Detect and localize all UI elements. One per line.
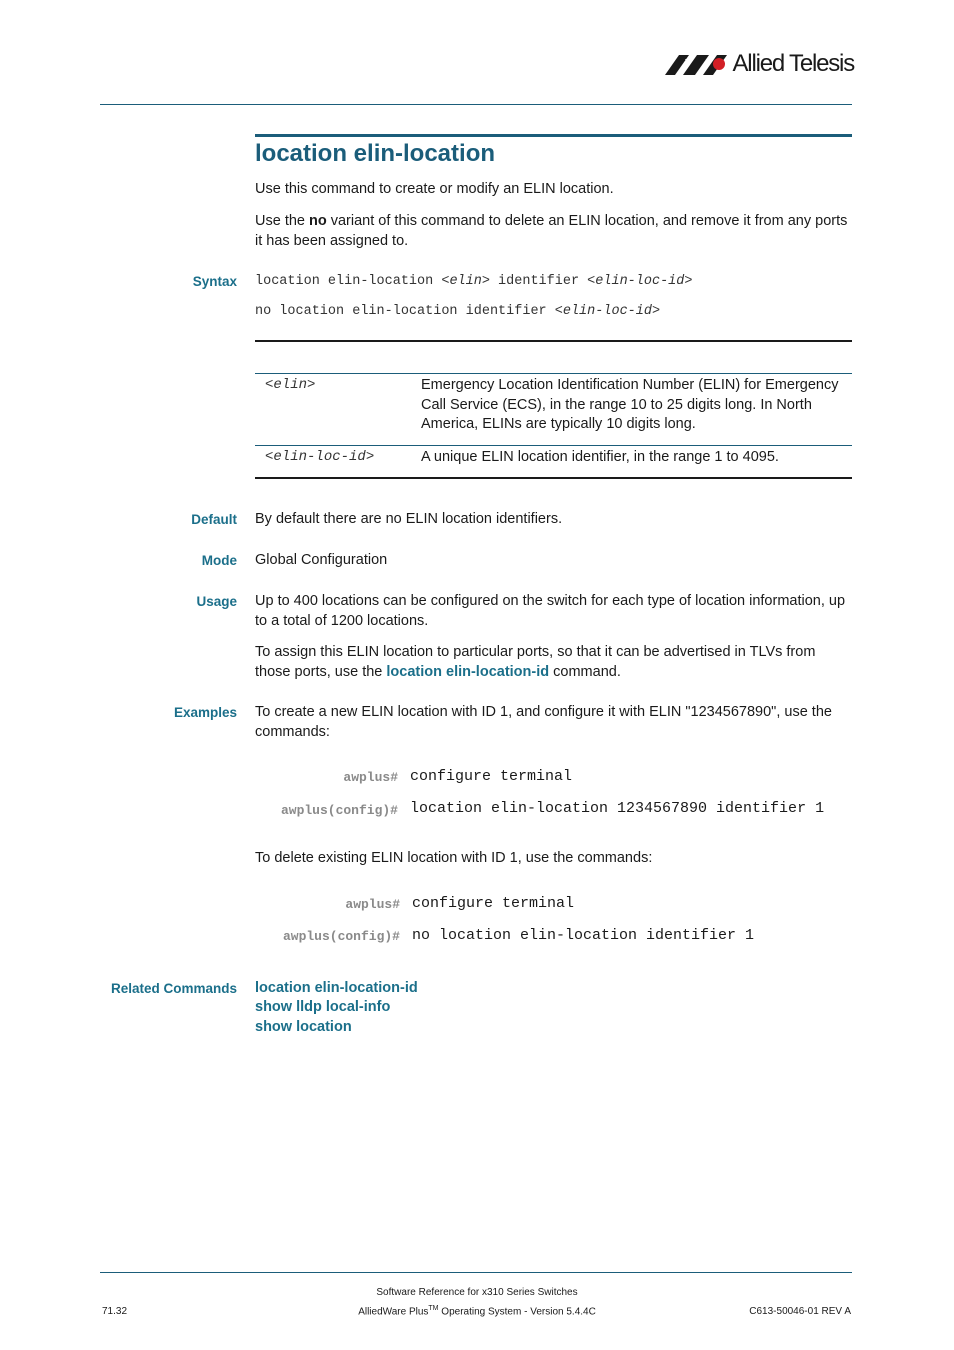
related-link-show-location[interactable]: show location <box>255 1019 352 1035</box>
table-bottom-rule <box>255 477 852 479</box>
examples-paragraph-2: To delete existing ELIN location with ID 1, use the commands: <box>255 850 653 866</box>
table-row-rule <box>255 445 852 446</box>
footer-product: AlliedWare Plus™ Operating System - Version 5.4.4C <box>358 1305 596 1318</box>
intro-text: Use the <box>255 213 309 229</box>
examples-paragraph-1: To create a new ELIN location with ID 1, and configure it with ELIN "1234567890", use the commands: <box>255 704 832 740</box>
footer-title: Software Reference for x310 Series Switches <box>376 1287 578 1298</box>
syntax-label: Syntax <box>192 274 237 289</box>
param-desc-elin: Emergency Location Identification Number (ELIN) for Emergency Call Service (ECS), in the range 10 to 25 digits long. In North America, ELINs are typically 10 digits long. <box>421 377 839 432</box>
examples-label: Examples <box>173 705 237 720</box>
intro-paragraph-1: Use this command to create or modify an ELIN location. <box>255 181 614 197</box>
cli-prompt: awplus# <box>343 770 398 785</box>
default-label: Default <box>191 512 237 527</box>
cli-command: configure terminal <box>412 895 575 912</box>
default-text: By default there are no ELIN location identifiers. <box>255 511 563 527</box>
param-name-elin-loc-id: <elin-loc-id> <box>265 449 375 465</box>
page-title: location elin-location <box>255 140 496 167</box>
param-name-elin: <elin> <box>265 377 316 393</box>
related-link-show-lldp-local-info[interactable]: show lldp local-info <box>255 999 391 1015</box>
usage-text: To assign this ELIN location to particular ports, so that it can be advertised in TLVs from those ports, use the <box>255 644 816 680</box>
brand-name: Allied Telesis <box>732 50 854 77</box>
footer-rule <box>100 1272 852 1273</box>
cli-command: location elin-location 1234567890 identifier 1 <box>410 800 825 817</box>
cli-command: no location elin-location identifier 1 <box>412 927 755 944</box>
location-elin-location-id-link[interactable]: location elin-location-id <box>386 663 550 680</box>
usage-text: command. <box>549 663 621 680</box>
intro-text: variant of this command to delete an ELIN location, and remove it from any ports it has been assigned to. <box>255 213 848 249</box>
related-commands-label: Related Commands <box>110 981 237 996</box>
syntax-line-2: no location elin-location identifier <elin-loc-id> <box>255 304 661 319</box>
table-top-rule <box>255 340 852 342</box>
cli-prompt: awplus(config)# <box>280 803 398 818</box>
usage-paragraph-2 <box>255 643 852 682</box>
usage-paragraph-1: Up to 400 locations can be configured on the switch for each type of location information, up to a total of 1200 locations. <box>255 593 846 629</box>
table-row-rule <box>255 373 852 374</box>
intro-paragraph-2 <box>255 212 852 251</box>
mode-label: Mode <box>201 553 237 568</box>
document-id: C613-50046-01 REV A <box>749 1306 851 1317</box>
related-link-location-elin-location-id[interactable]: location elin-location-id <box>255 980 418 996</box>
no-keyword: no <box>309 213 327 229</box>
cli-prompt: awplus# <box>345 897 400 912</box>
cli-prompt: awplus(config)# <box>282 929 400 944</box>
page-number: 71.32 <box>102 1306 128 1317</box>
usage-label: Usage <box>196 594 237 609</box>
brand-logo <box>665 50 855 78</box>
allied-telesis-logo-icon <box>665 51 727 77</box>
param-desc-elin-loc-id: A unique ELIN location identifier, in the range 1 to 4095. <box>421 449 779 465</box>
mode-text: Global Configuration <box>255 552 388 568</box>
syntax-line-1: location elin-location <elin> identifier <elin-loc-id> <box>255 274 693 289</box>
title-rule <box>255 134 852 137</box>
cli-command: configure terminal <box>410 768 573 785</box>
header-rule <box>100 104 852 105</box>
